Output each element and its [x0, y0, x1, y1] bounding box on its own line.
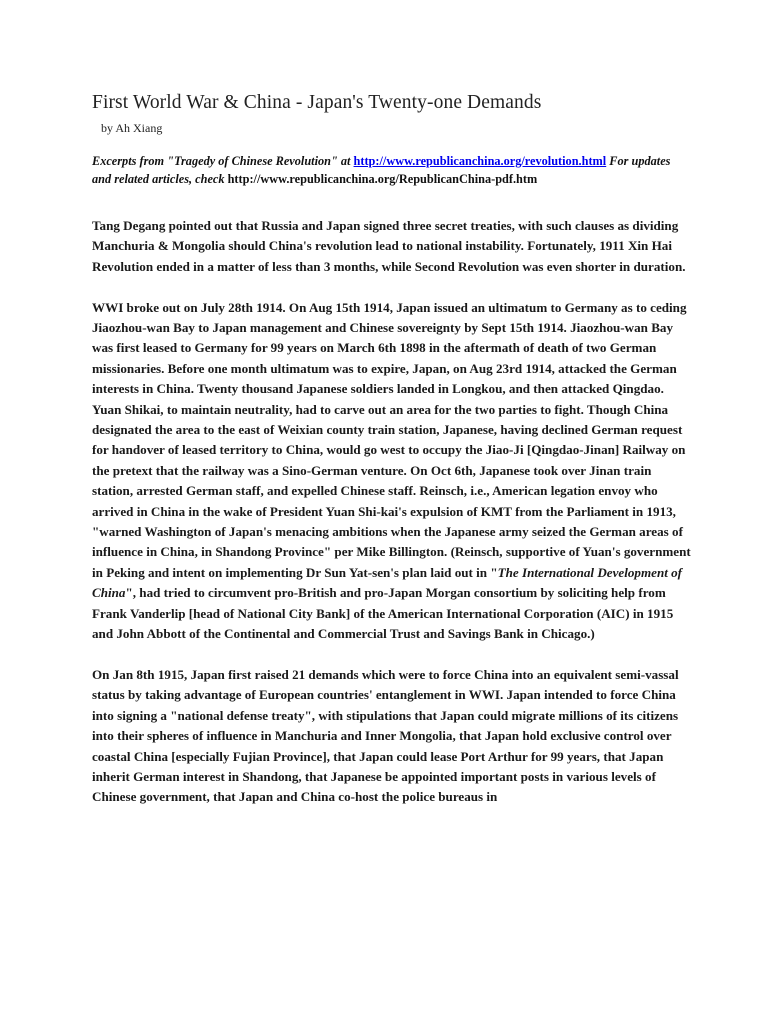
book-title-italic: The International Development of China — [92, 564, 683, 601]
article-body — [92, 216, 692, 828]
paragraph-2-part-2: ", had tried to circumvent pro-British and pro-Japan Morgan consortium by soliciting help from Frank Vanderlip [head of National City Bank] of the American International Corporation (AIC) in 1915 and John Abbott of the Continental and Commercial Trust and Savings Bank in Chicago.) — [92, 585, 674, 642]
paragraph-2-part-1: WWI broke out on July 28th 1914. On Aug 15th 1914, Japan issued an ultimatum to Germany as to ceding Jiaozhou-wan Bay to Japan management and Chinese sovereignty by Sept 15th 1914. Jiaozhou-wan Bay was first leased to Germany for 99 years on March 6th 1898 in the aftermath of death of two German missionaries. Before one month ultimatum was to expire, Japan, on Aug 23rd 1914, attacked the German interests in China. Twenty thousand Japanese soldiers landed in Longkou, and then attacked Qingdao. Yuan Shikai, to maintain neutrality, had to carve out an area for the two parties to fight. Though China designated the area to the east of Weixian county train station, Japanese, having declined German request for handover of leased territory to China, would go west to occupy the Jiao-Ji [Qingdao-Jinan] Railway on the pretext that the railway was a Sino-German venture. On Oct 6th, Japanese took over Jinan train station, arrested German staff, and expelled Chinese staff. Reinsch, i.e., American legation envoy who arrived in China in the wake of President Yuan Shi-kai's expulsion of KMT from the Parliament in 1913, "warned Washington of Japan's menacing ambitions when the Japanese army seized the German areas of influence in China, in Shandong Province" per Mike Billington. (Reinsch, supportive of Yuan's government in Peking and intent on implementing Dr Sun Yat-sen's plan laid out in " — [92, 299, 691, 580]
revolution-link[interactable]: http://www.republicanchina.org/revolution.html — [353, 154, 607, 168]
excerpt-prefix: Excerpts from "Tragedy of Chinese Revolution" at — [92, 154, 354, 168]
excerpt-note — [92, 152, 692, 188]
author-byline: by Ah Xiang — [101, 121, 163, 135]
excerpt-middle: For updates and related articles, check — [92, 154, 671, 186]
paragraph-2 — [92, 298, 692, 645]
pdf-url-text: http://www.republicanchina.org/RepublicanChina-pdf.htm — [227, 172, 538, 186]
page-title: First World War & China - Japan's Twenty-one Demands — [92, 92, 542, 113]
paragraph-3: On Jan 8th 1915, Japan first raised 21 demands which were to force China into an equivalent semi-vassal status by taking advantage of European countries' entanglement in WWI. Japan intended to force China into signing a "national defense treaty", with stipulations that Japan could migrate millions of its citizens into their spheres of influence in Manchuria and Inner Mongolia, that Japan hold exclusive control over coastal China [especially Fujian Province], that Japan could lease Port Arthur for 99 years, that Japan inherit German interest in Shandong, that Japanese be appointed important posts in various levels of Chinese government, that Japan and China co-host the police bureaus in — [92, 666, 679, 805]
paragraph-1: Tang Degang pointed out that Russia and Japan signed three secret treaties, with such clauses as dividing Manchuria & Mongolia should China's revolution lead to national instability. Fortunately, 1911 Xin Hai Revolution ended in a matter of less than 3 months, while Second Revolution was even shorter in duration. — [92, 218, 686, 274]
